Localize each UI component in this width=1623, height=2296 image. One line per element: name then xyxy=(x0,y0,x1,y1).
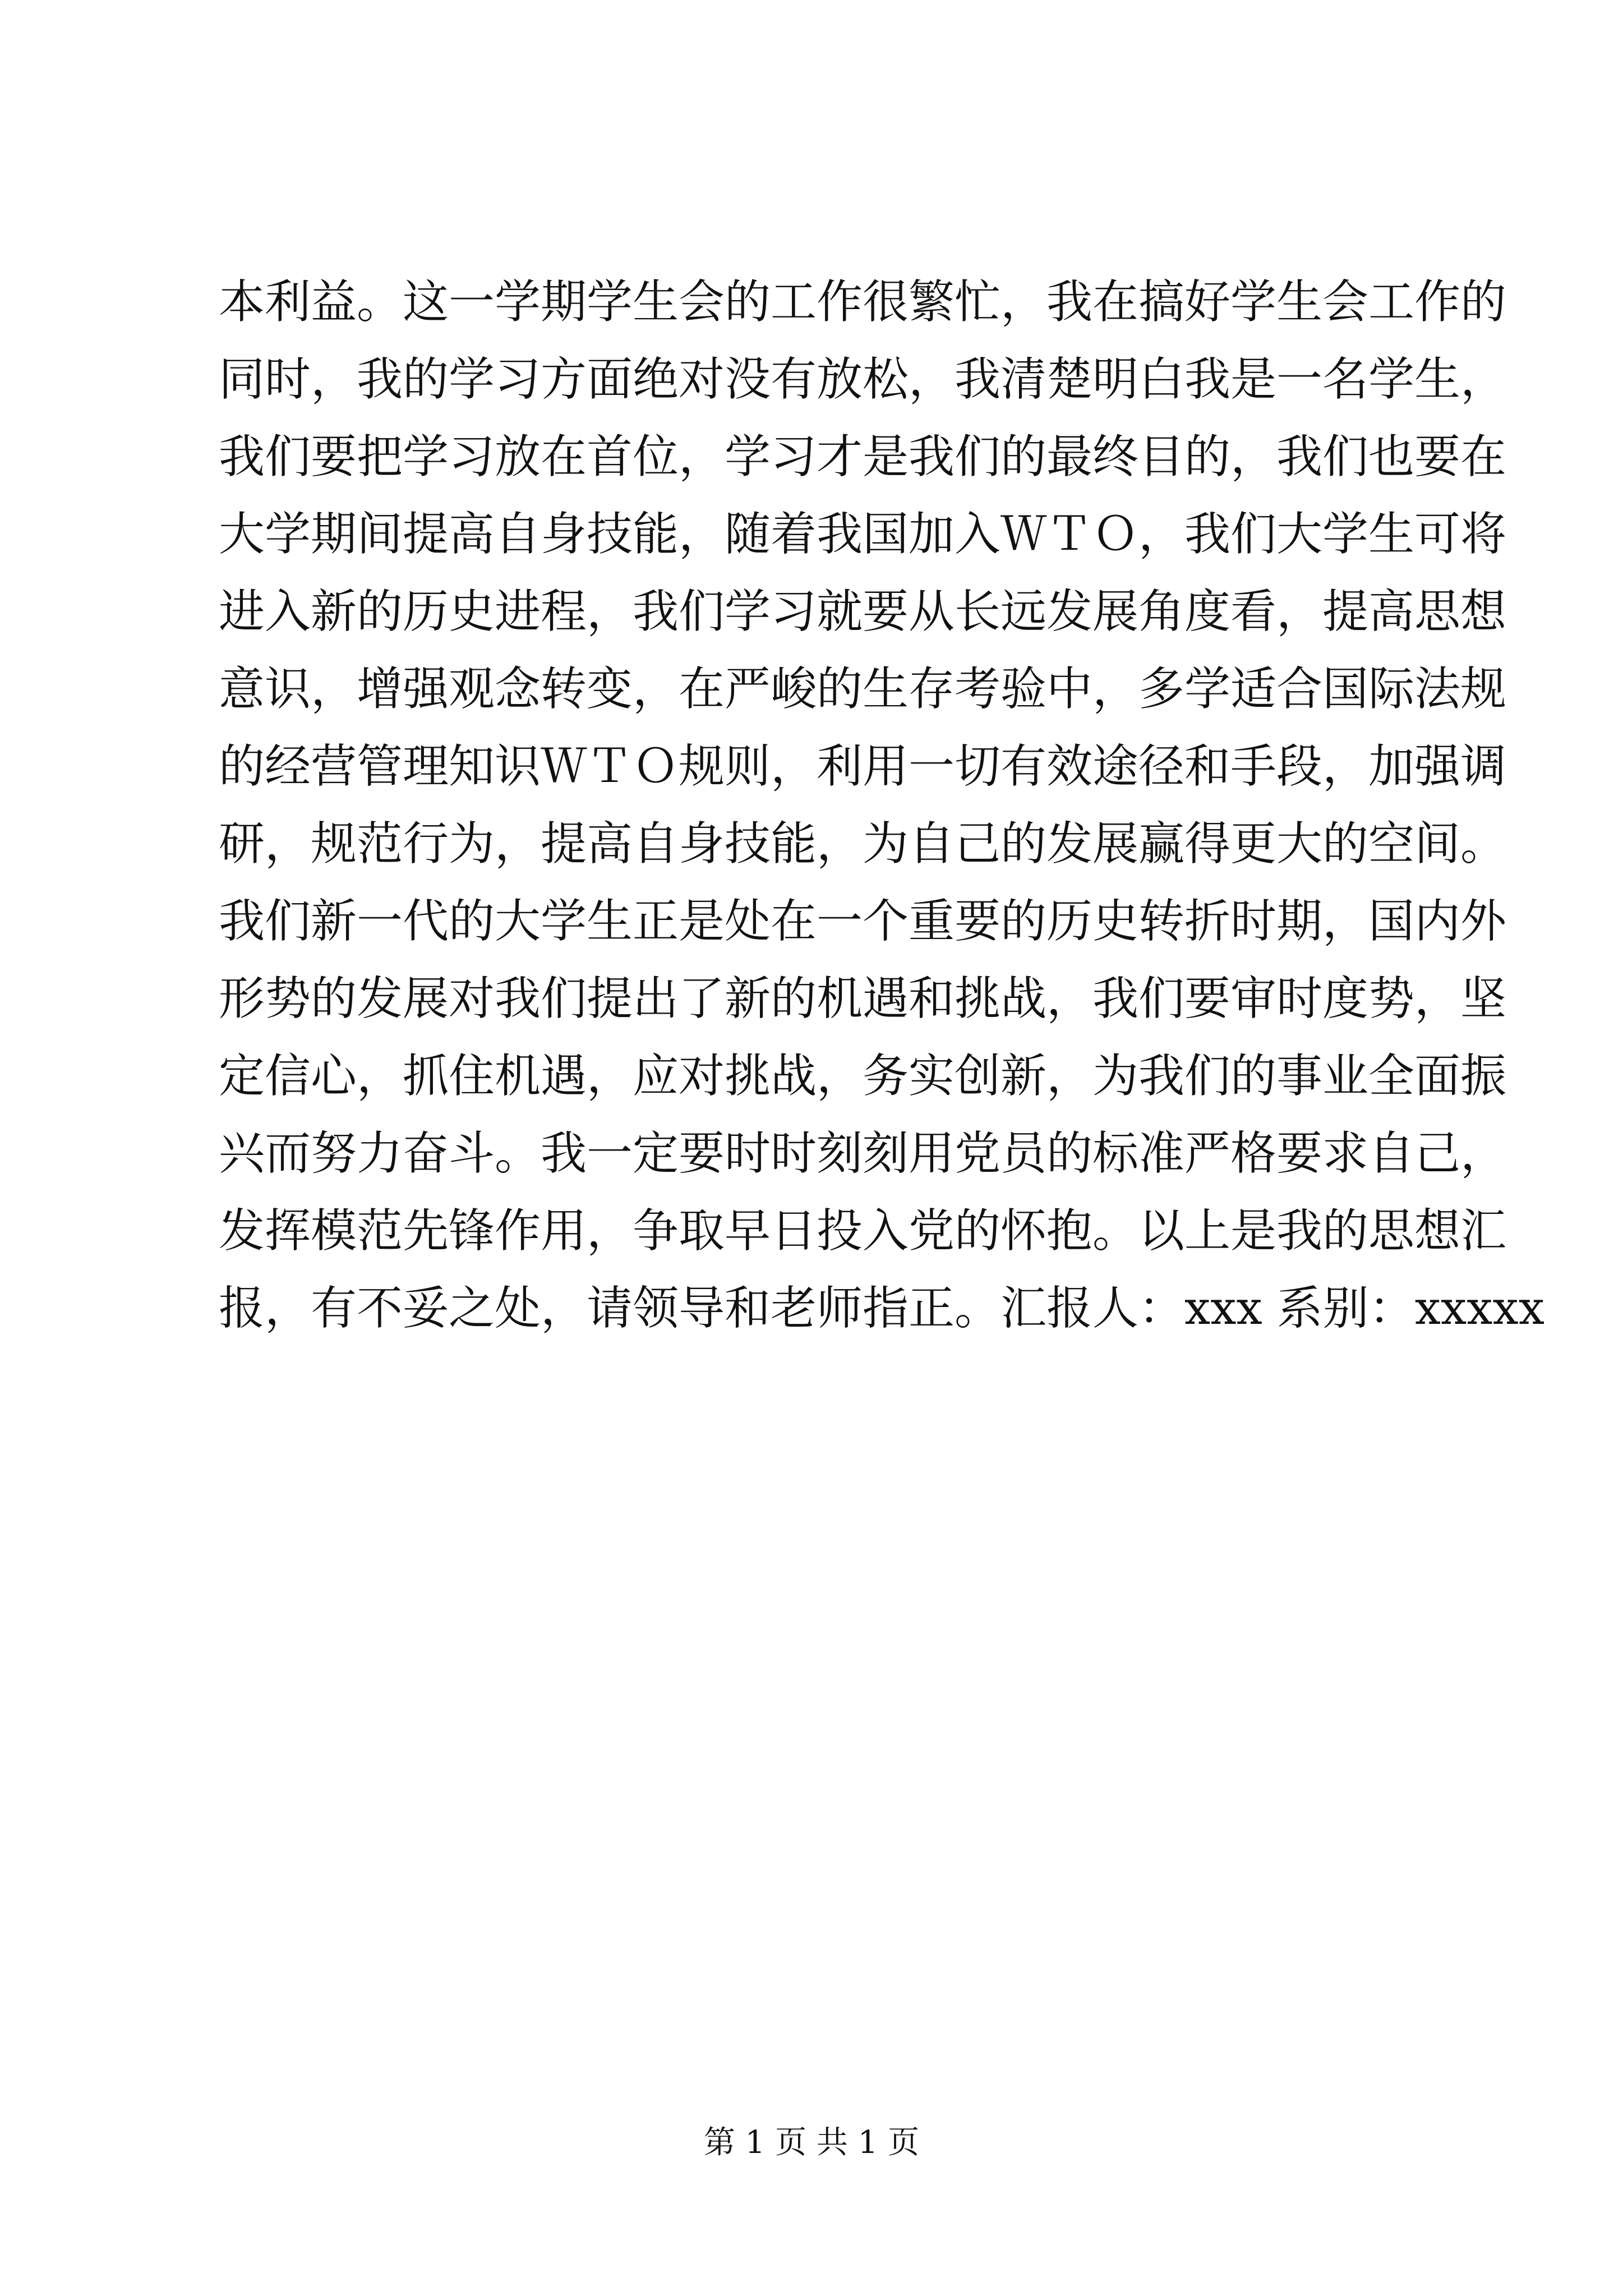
text-line: 我们新一代的大学生正是处在一个重要的历史转折时期，国内外 xyxy=(219,895,1507,948)
text-line: 研，规范行为，提高自身技能，为自己的发展赢得更大的空间。 xyxy=(219,817,1507,871)
text-line: 形势的发展对我们提出了新的机遇和挑战，我们要审时度势，坚 xyxy=(219,972,1507,1025)
text-line: 进入新的历史进程，我们学习就要从长远发展角度看，提高思想 xyxy=(219,585,1507,638)
text-line: 的经营管理知识ＷＴＯ规则，利用一切有效途径和手段，加强调 xyxy=(219,740,1507,793)
body-paragraph xyxy=(219,264,1545,1347)
text-line: 我们要把学习放在首位，学习才是我们的最终目的，我们也要在 xyxy=(219,430,1507,484)
text-line: 定信心，抓住机遇，应对挑战，务实创新，为我们的事业全面振 xyxy=(219,1050,1507,1103)
page-number-footer: 第 1 页 共 1 页 xyxy=(703,2124,920,2161)
text-line: 发挥模范先锋作用，争取早日投入党的怀抱。以上是我的思想汇 xyxy=(219,1204,1507,1258)
text-line: 意识，增强观念转变，在严峻的生存考验中，多学适合国际法规 xyxy=(219,662,1507,716)
text-line: 同时，我的学习方面绝对没有放松，我清楚明白我是一名学生， xyxy=(219,353,1507,406)
text-line: 大学期间提高自身技能，随着我国加入ＷＴＯ，我们大学生可将 xyxy=(219,508,1507,561)
text-line: 本利益。这一学期学生会的工作很繁忙，我在搞好学生会工作的 xyxy=(219,275,1507,329)
text-line: 报，有不妥之处，请领导和老师指正。汇报人：xxx 系别：xxxxx xyxy=(219,1282,1545,1335)
text-line: 兴而努力奋斗。我一定要时时刻刻用党员的标准严格要求自己， xyxy=(219,1127,1507,1180)
